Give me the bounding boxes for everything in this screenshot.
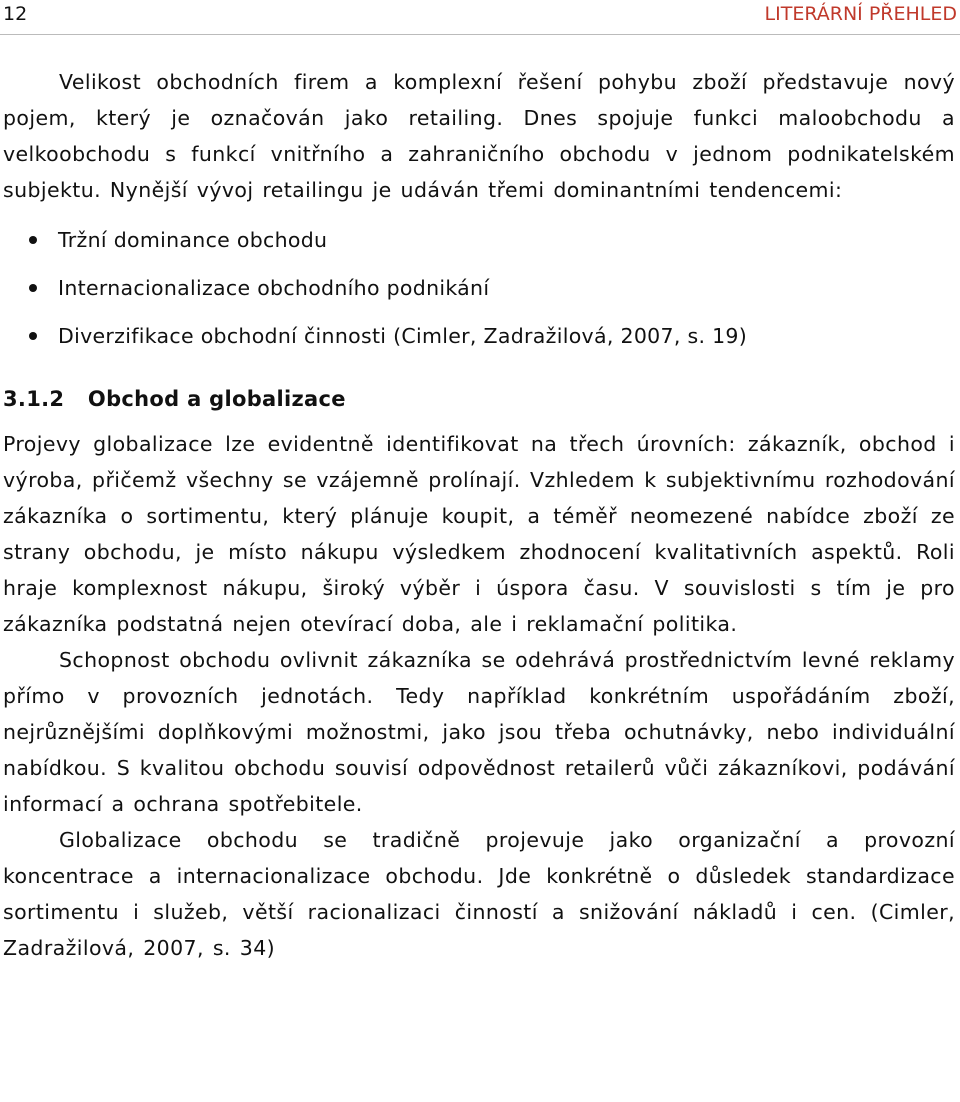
section-paragraph: Schopnost obchodu ovlivnit zákazníka se odehrává prostřednictvím levné reklamy přímo v provozních jednotách. Tedy například konkrétním uspořádáním zboží, nejrůznějšími doplňkovými možnostmi, jako jsou třeba ochutnávky, nebo individuální nabídkou. S kvalitou obchodu souvisí odpovědnost retailerů vůči zákazníkovi, podávání informací a ochrana spotřebitele. [3, 648, 955, 816]
intro-paragraph: Velikost obchodních firem a komplexní řešení pohybu zboží představuje nový pojem, který je označován jako retailing. Dnes spojuje funkci maloobchodu a velkoobchodu s funkcí vnitřního a zahraničního obchodu v jednom podnikatelském subjektu. Nynější vývoj retailingu je udáván třemi dominantními tendencemi: [3, 70, 955, 202]
section-paragraph: Globalizace obchodu se tradičně projevuje jako organizační a provozní koncentrace a internacionalizace obchodu. Jde konkrétně o důsledek standardizace sortimentu i služeb, větší racionalizaci činností a snižování nákladů i cen. (Cimler, Zadražilová, 2007, s. 34) [3, 828, 955, 960]
tendencies-list [3, 216, 955, 360]
list-item [3, 264, 955, 312]
list-item-text: Internacionalizace obchodního podnikání [58, 276, 490, 300]
bullet-icon [29, 332, 37, 340]
page-number: 12 [3, 3, 28, 25]
header-rule [0, 34, 960, 35]
page-body [3, 64, 955, 966]
list-item [3, 312, 955, 360]
list-item [3, 216, 955, 264]
section-number: 3.1.2 [3, 387, 65, 411]
page-header [0, 0, 960, 30]
section-heading [3, 384, 955, 414]
section-paragraph: Projevy globalizace lze evidentně identifikovat na třech úrovních: zákazník, obchod i výroba, přičemž všechny se vzájemně prolínají. Vzhledem k subjektivnímu rozhodování zákazníka o sortimentu, který plánuje koupit, a téměř neomezené nabídce zboží ze strany obchodu, je místo nákupu výsledkem zhodnocení kvalitativních aspektů. Roli hraje komplexnost nákupu, široký výběr i úspora času. V souvislosti s tím je pro zákazníka podstatná nejen otevírací doba, ale i reklamační politika. [3, 432, 955, 636]
list-item-text: Diverzifikace obchodní činnosti (Cimler, Zadražilová, 2007, s. 19) [58, 324, 748, 348]
list-item-text: Tržní dominance obchodu [58, 228, 328, 252]
bullet-icon [29, 284, 37, 292]
running-head: LITERÁRNÍ PŘEHLED [764, 3, 957, 25]
bullet-icon [29, 236, 37, 244]
section-title: Obchod a globalizace [87, 387, 346, 411]
